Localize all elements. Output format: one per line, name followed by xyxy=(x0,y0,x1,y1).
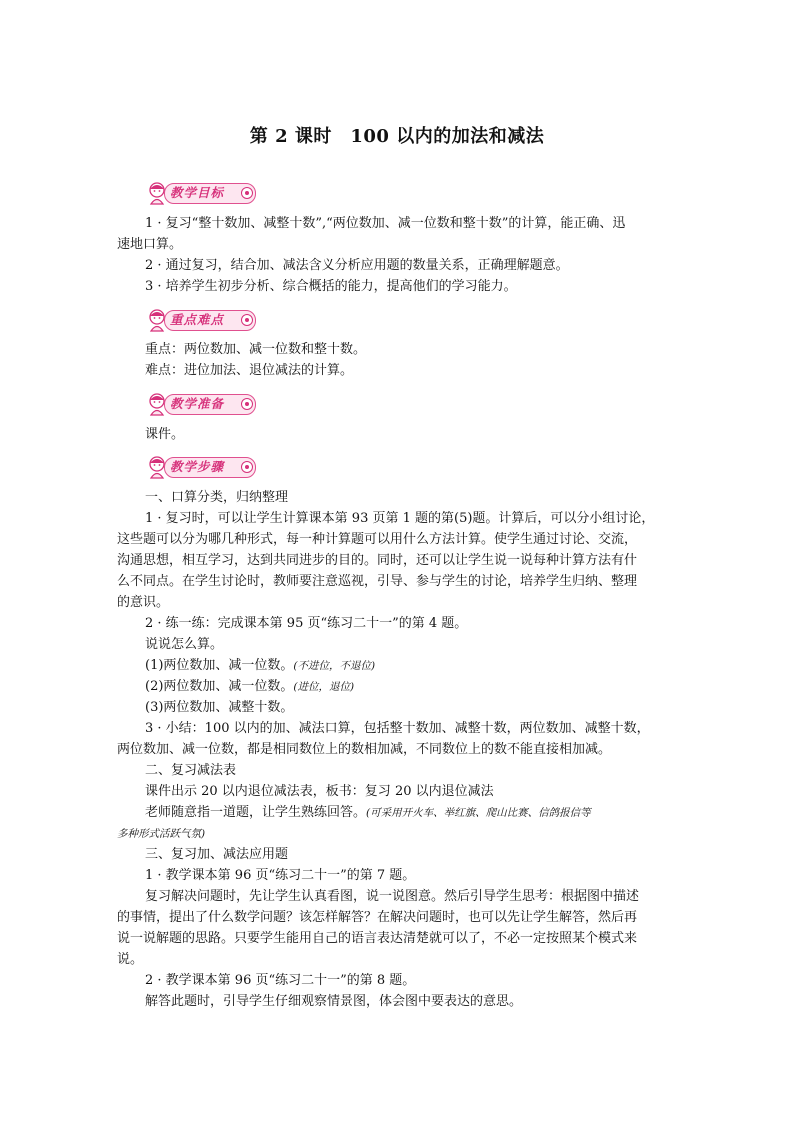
paragraph-line: 说。 xyxy=(117,952,144,967)
paragraph-note: (可采用开火车、举红旗、爬山比赛、信鸽报信等 xyxy=(366,807,591,819)
paragraph-text: 老师随意指一道题，让学生熟练回答。 xyxy=(145,805,367,820)
target-icon xyxy=(241,187,253,199)
badge-label: 教学步骤 xyxy=(170,459,225,474)
paragraph-line: 2 · 教学课本第 96 页“练习二十一”的第 8 题。 xyxy=(145,973,416,988)
paragraph-line: 的意识。 xyxy=(117,595,170,610)
target-icon xyxy=(241,461,253,473)
paragraph-line: 1 · 教学课本第 96 页“练习二十一”的第 7 题。 xyxy=(145,868,416,883)
paragraph-note: 多种形式活跃气氛) xyxy=(117,828,206,840)
section-badge-goals xyxy=(144,180,260,206)
list-item xyxy=(145,677,354,697)
goal-1-line-1: 1 · 复习“整十数加、减整十数”,“两位数加、减一位数和整十数”的计算，能正确、迅 xyxy=(145,216,626,231)
paragraph-line: 课件出示 20 以内退位减法表，板书：复习 20 以内退位减法 xyxy=(145,784,494,799)
section-badge-prep xyxy=(144,391,260,417)
paragraph-line: 这些题可以分为哪几种形式，每一种计算题可以用什么方法计算。使学生通过讨论、交流， xyxy=(117,532,638,547)
badge-label: 教学目标 xyxy=(170,185,225,200)
paragraph-line: 两位数加、减一位数，都是相同数位上的数相加减，不同数位上的数不能直接相加减。 xyxy=(117,742,612,757)
paragraph-line: 的事情，提出了什么数学问题？该怎样解答？在解决问题时，也可以先让学生解答，然后再 xyxy=(117,910,638,925)
list-item-text: (1)两位数加、减一位数。 xyxy=(145,658,294,673)
paragraph-line: 复习解决问题时，先让学生认真看图，说一说图意。然后引导学生思考：根据图中描述 xyxy=(145,889,640,904)
target-icon xyxy=(241,398,253,410)
list-item-text: (2)两位数加、减一位数。 xyxy=(145,679,294,694)
list-item: (3)两位数加、减整十数。 xyxy=(145,700,294,715)
paragraph-line: 3 · 小结：100 以内的加、减法口算，包括整十数加、减整十数，两位数加、减整十数， xyxy=(145,721,650,736)
goal-3: 3 · 培养学生初步分析、综合概括的能力，提高他们的学习能力。 xyxy=(145,279,517,294)
list-item-note: (进位，退位) xyxy=(293,681,355,693)
list-item xyxy=(145,656,375,676)
paragraph-line: 2 · 练一练：完成课本第 95 页“练习二十一”的第 4 题。 xyxy=(145,616,468,631)
goal-1-line-2: 速地口算。 xyxy=(117,237,183,252)
step-3-heading: 三、复习加、减法应用题 xyxy=(145,847,289,862)
target-icon xyxy=(241,314,253,326)
paragraph-line: 么不同点。在学生讨论时，教师要注意巡视，引导、参与学生的讨论，培养学生归纳、整理 xyxy=(117,574,638,589)
paragraph-line: 解答此题时，引导学生仔细观察情景图，体会图中要表达的意思。 xyxy=(145,994,523,1009)
paragraph-line: 说说怎么算。 xyxy=(145,637,224,652)
paragraph-line: 说一说解题的思路。只要学生能用自己的语言表达清楚就可以了，不必一定按照某个模式来 xyxy=(117,931,638,946)
section-badge-steps xyxy=(144,454,260,480)
paragraph-line: 1 · 复习时，可以让学生计算课本第 93 页第 1 题的第(5)题。计算后，可以分小组讨论， xyxy=(145,511,655,526)
section-badge-key-points xyxy=(144,307,260,333)
list-item-note: (不进位，不退位) xyxy=(293,660,376,672)
badge-label: 教学准备 xyxy=(170,396,225,411)
page-title: 第 2 课时 100 以内的加法和减法 xyxy=(249,126,545,147)
step-2-heading: 二、复习减法表 xyxy=(145,763,237,778)
paragraph-line: 沟通思想，相互学习，达到共同进步的目的。同时，还可以让学生说一说每种计算方法有什 xyxy=(117,553,638,568)
paragraph-line xyxy=(145,803,591,823)
prep-text: 课件。 xyxy=(145,427,185,442)
badge-label: 重点难点 xyxy=(170,312,225,327)
key-point: 重点：两位数加、减一位数和整十数。 xyxy=(145,342,367,357)
goal-2: 2 · 通过复习，结合加、减法含义分析应用题的数量关系，正确理解题意。 xyxy=(145,258,569,273)
step-1-heading: 一、口算分类，归纳整理 xyxy=(145,490,289,505)
difficult-point: 难点：进位加法、退位减法的计算。 xyxy=(145,363,354,378)
